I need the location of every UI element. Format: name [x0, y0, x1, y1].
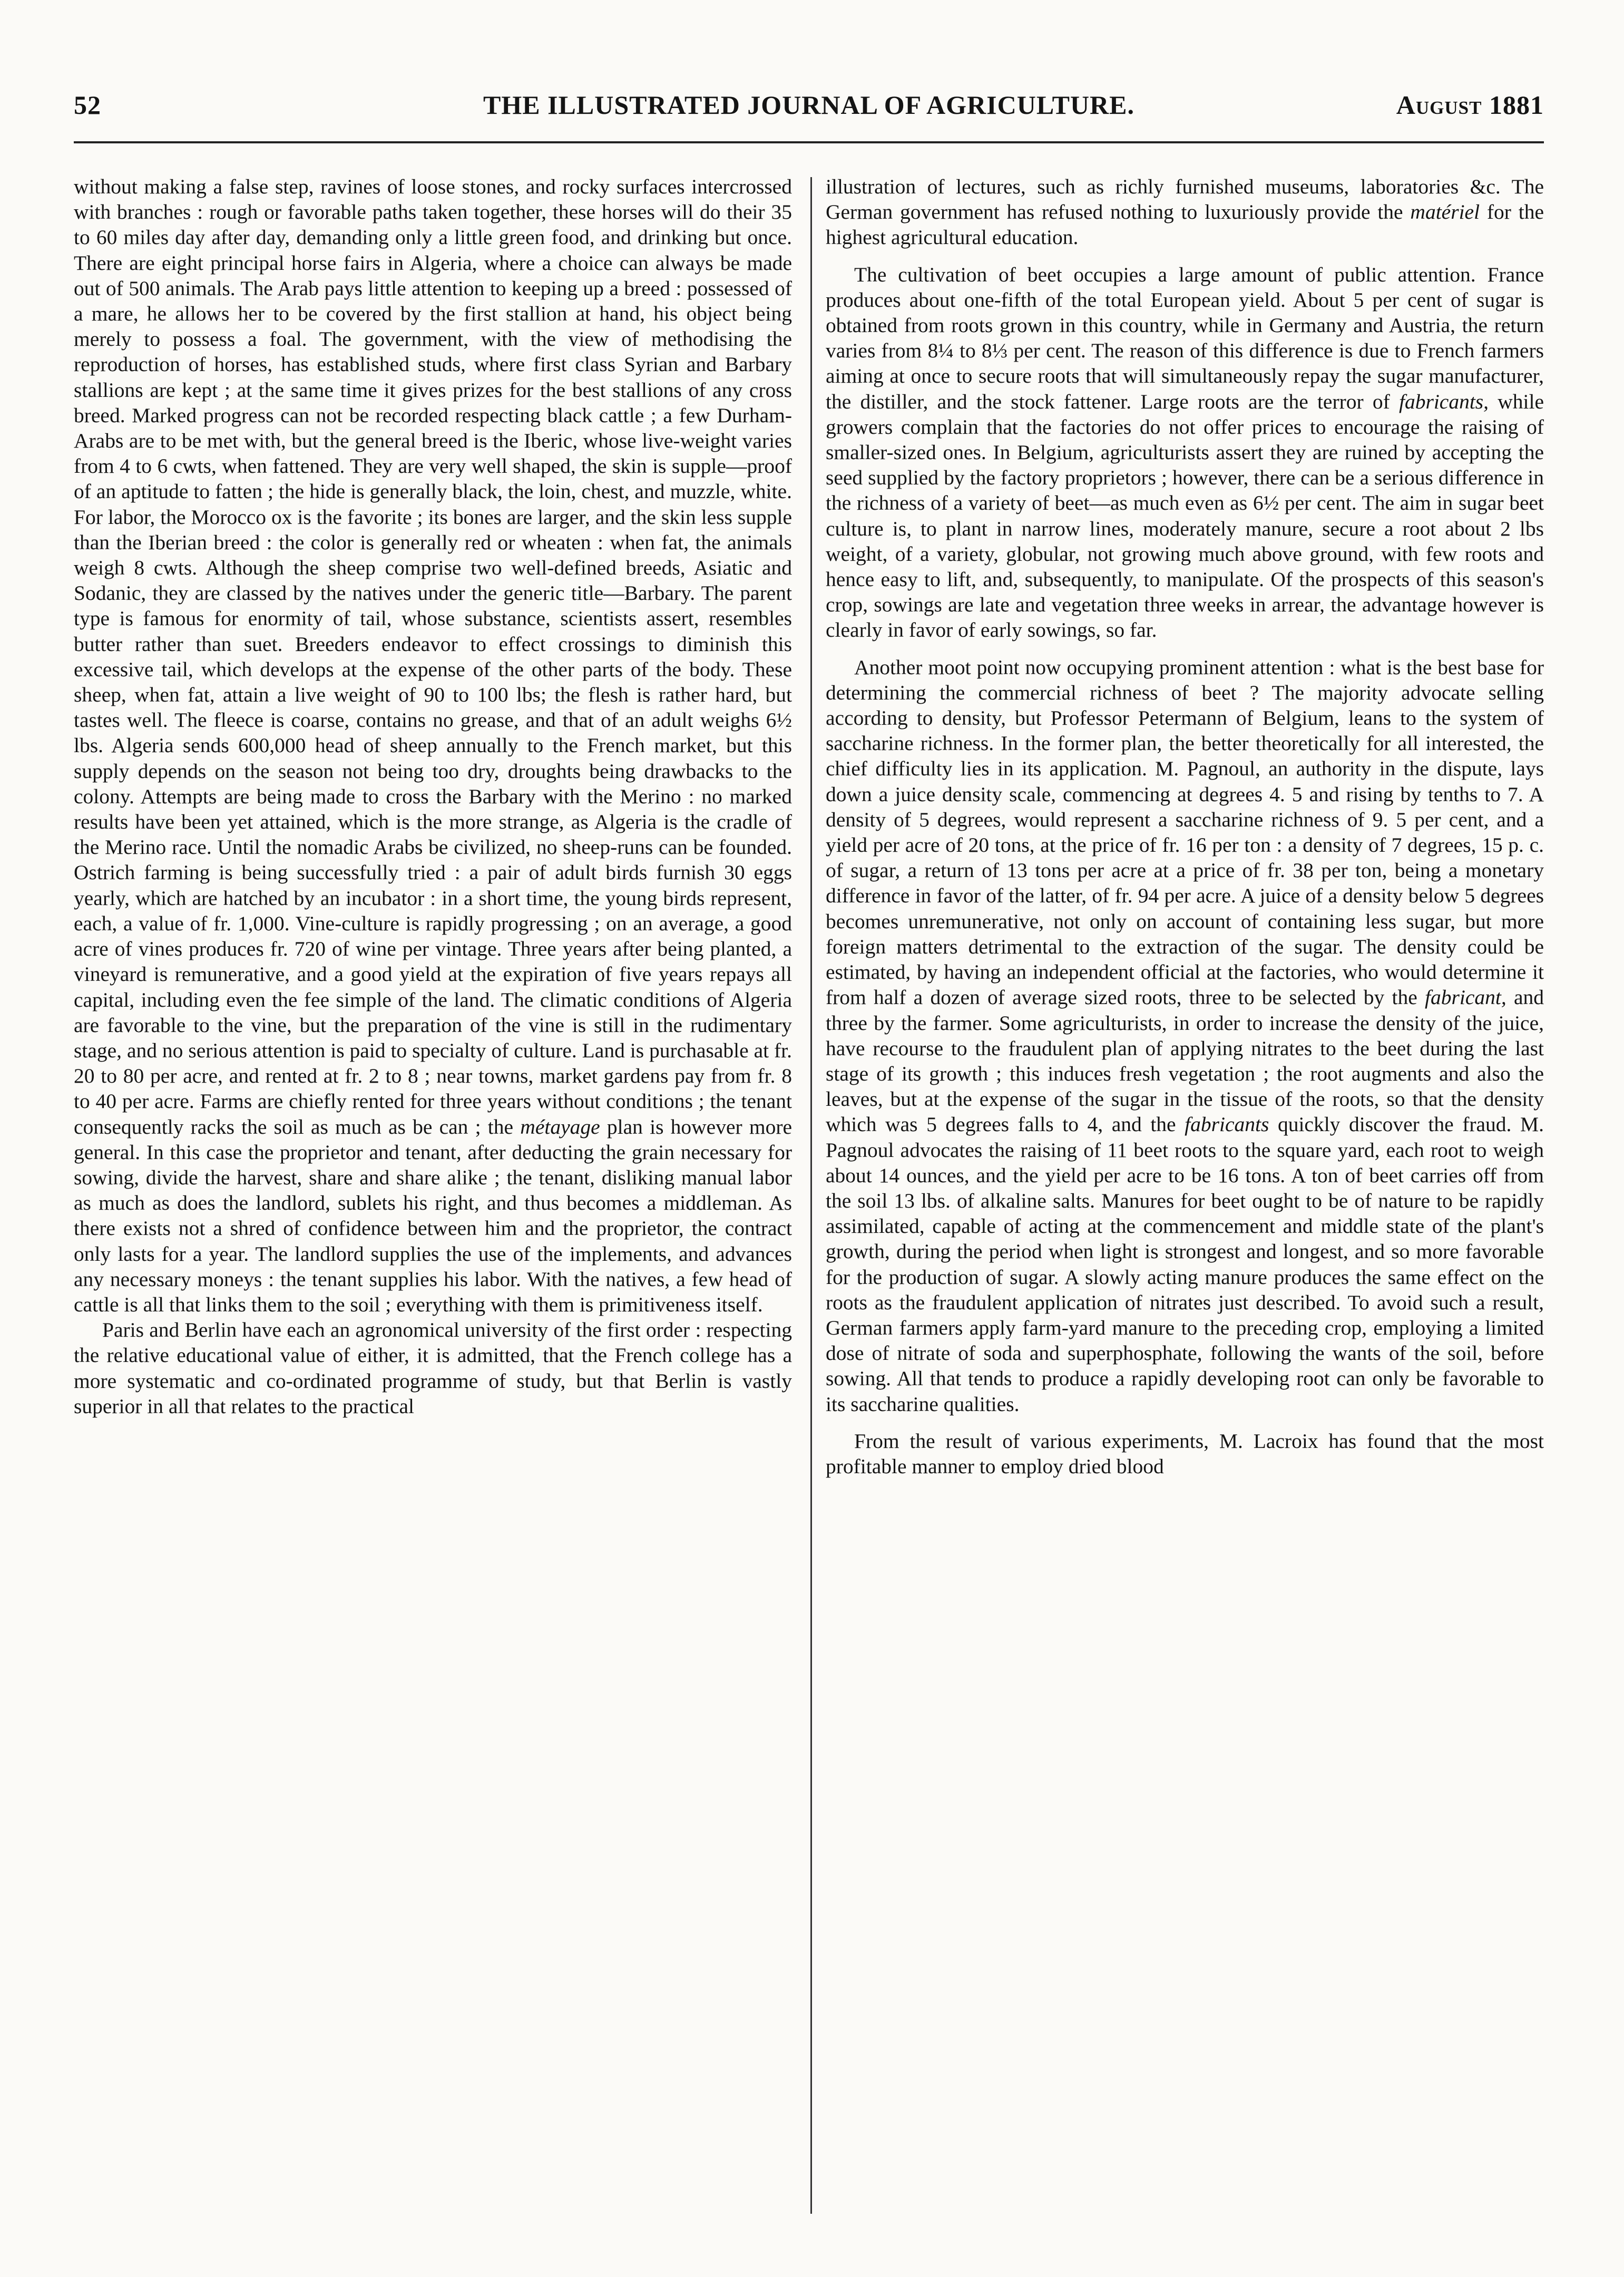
- column-divider: [810, 177, 812, 2214]
- page-number: 52: [74, 90, 101, 120]
- journal-title: THE ILLUSTRATED JOURNAL OF AGRICULTURE.: [483, 90, 1135, 120]
- left-column: [74, 174, 798, 1419]
- paragraph: Paris and Berlin have each an agronomical university of the first order : respecting the relative educational value of either, it is admitted, that the French college has a more systematic and co-ordinated programme of study, but that Berlin is vastly superior in all that relates to the practical: [74, 1318, 792, 1418]
- journal-page: [74, 79, 1544, 2240]
- paragraph: without making a false step, ravines of loose stones, and rocky surfaces intercrossed with branches : rough or favorable paths taken together, these horses will do their 35 to 60 miles day after day, demanding only a little green food, and drinking but once. There are eight principal horse fairs in Algeria, where a choice can always be made out of 500 animals. The Arab pays little attention to keeping up a breed : possessed of a mare, he allows her to be covered by the first stallion at hand, his object being merely to possess a foal. The government, with the view of methodising the reproduction of horses, has established studs, where first class Syrian and Barbary stallions are kept ; at the same time it gives prizes for the best stallions of any cross breed. Marked progress can not be recorded respecting black cattle ; a few Durham-Arabs are to be met with, but the general breed is the Iberic, whose live-weight varies from 4 to 6 cwts, when fattened. They are very well shaped, the skin is supple—proof of an aptitude to fatten ; the hide is generally black, the loin, chest, and muzzle, white. For labor, the Morocco ox is the favorite ; its bones are larger, and the skin less supple than the Iberian breed : the color is generally red or wheaten : when fat, the animals weigh 8 cwts. Although the sheep comprise two well-defined breeds, Asiatic and Sodanic, they are classed by the natives under the generic title—Barbary. The parent type is famous for enormity of tail, whose substance, scientists assert, resembles butter rather than suet. Breeders endeavor to effect crossings to diminish this excessive tail, which develops at the expense of the other parts of the body. These sheep, when fat, attain a live weight of 90 to 100 lbs; the flesh is rather hard, but tastes well. The fleece is coarse, contains no grease, and that of an adult weighs 6½ lbs. Algeria sends 600,000 head of sheep annually to the French market, but this supply depends on the season not being too dry, droughts being drawbacks to the colony. Attempts are being made to cross the Barbary with the Merino : no marked results have been yet attained, which is the more strange, as Algeria is the cradle of the Merino race. Until the nomadic Arabs be civilized, no sheep-runs can be founded. Ostrich farming is being successfully tried : a pair of adult birds furnish 30 eggs yearly, which are hatched by an incubator : in a short time, the young birds represent, each, a value of fr. 1,000. Vine-culture is rapidly progressing ; on an average, a good acre of vines produces fr. 720 of wine per vintage. Three years after being planted, a vineyard is remunerative, and a good yield at the expiration of five years repays all capital, including even the fee simple of the land. The climatic conditions of Algeria are favorable to the vine, but the preparation of the vine is still in the rudimentary stage, and no serious attention is paid to specialty of culture. Land is purchasable at fr. 20 to 80 per acre, and rented at fr. 2 to 8 ; near towns, market gardens pay from fr. 8 to 40 per acre. Farms are chiefly rented for three years without conditions ; the tenant consequently racks the soil as much as be can ; the métayage plan is however more general. In this case the proprietor and tenant, after deducting the grain necessary for sowing, divide the harvest, share and share alike ; the tenant, disliking manual labor as much as does the landlord, sublets his right, and thus becomes a middleman. As there exists not a shred of confidence between him and the proprietor, the contract only lasts for a year. The landlord supplies the use of the implements, and advances any necessary moneys : the tenant supplies his labor. With the natives, a few head of cattle is all that links them to the soil ; everything with them is primitiveness itself.: [74, 175, 793, 1316]
- article-columns: [74, 174, 1544, 2240]
- issue-date: August 1881: [1396, 90, 1544, 120]
- header-rule: [74, 141, 1544, 143]
- running-header: [74, 79, 1544, 126]
- right-column: [819, 174, 1544, 1479]
- paragraph: From the result of various experiments, M. Lacroix has found that the most profitable manner to employ dried blood: [826, 1429, 1544, 1478]
- paragraph: Another moot point now occupying prominent attention : what is the best base for determining the commercial richness of beet ? The majority advocate selling according to density, but Professor Petermann of Belgium, leans to the system of saccharine richness. In the former plan, the better theoretically for all interested, the chief difficulty lies in its application. M. Pagnoul, an authority in the dispute, lays down a juice density scale, commencing at degrees 4. 5 and rising by tenths to 7. A density of 5 degrees, would represent a saccharine richness of 9. 5 per cent, and a yield per acre of 20 tons, at the price of fr. 16 per ton : a density of 7 degrees, 15 p. c. of sugar, a return of 13 tons per acre at a price of fr. 38 per ton, being a monetary difference in favor of the latter, of fr. 94 per acre. A juice of a density below 5 degrees becomes unremunerative, not only on account of containing less sugar, but more foreign matters detrimental to the extraction of the sugar. The density could be estimated, by having an independent official at the factories, who would determine it from half a dozen of average sized roots, three to be selected by the fabricant, and three by the farmer. Some agriculturists, in order to increase the density of the juice, have recourse to the fraudulent plan of applying nitrates to the beet during the last stage of its growth ; this induces fresh vegetation ; the root augments and also the leaves, but at the expense of the sugar in the tissue of the roots, so that the density which was 5 degrees falls to 4, and the fabricants quickly discover the fraud. M. Pagnoul advocates the raising of 11 beet roots to the square yard, each root to weigh about 14 ounces, and the yield per acre to be 16 tons. A ton of beet carries off from the soil 13 lbs. of alkaline salts. Manures for beet ought to be of nature to be rapidly assimilated, capable of acting at the commencement and middle state of the plant's growth, during the period when light is strongest and longest, and so more favorable for the production of sugar. A slowly acting manure produces the same effect on the roots as the fraudulent application of nitrates just described. To avoid such a result, German farmers apply farm-yard manure to the preceding crop, employing a limited dose of nitrate of soda and superphosphate, following the wants of the soil, before sowing. All that tends to produce a rapidly developing root can only be favorable to its saccharine qualities.: [826, 655, 1544, 1416]
- paragraph: The cultivation of beet occupies a large amount of public attention. France produces about one-fifth of the total European yield. About 5 per cent of sugar is obtained from roots grown in this country, while in Germany and Austria, the return varies from 8¼ to 8⅓ per cent. The reason of this difference is due to French farmers aiming at once to secure roots that will simultaneously repay the sugar manufacturer, the distiller, and the stock fattener. Large roots are the terror of fabricants, while growers complain that the factories do not offer prices to encourage the raising of smaller-sized ones. In Belgium, agriculturists assert they are ruined by accepting the seed supplied by the factory proprietors ; however, there can be a serious difference in the richness of a variety of beet—as much even as 6½ per cent. The aim in sugar beet culture is, to plant in narrow lines, moderately manure, secure a root about 2 lbs weight, of a variety, globular, not growing much above ground, with few roots and hence easy to lift, and, subsequently, to manipulate. Of the prospects of this season's crop, sowings are late and vegetation three weeks in arrear, the advantage however is clearly in favor of early sowings, so far.: [826, 262, 1544, 642]
- paragraph: illustration of lectures, such as richly furnished museums, laboratories &c. The German government has refused nothing to luxuriously provide the matériel for the highest agricultural education.: [826, 175, 1544, 249]
